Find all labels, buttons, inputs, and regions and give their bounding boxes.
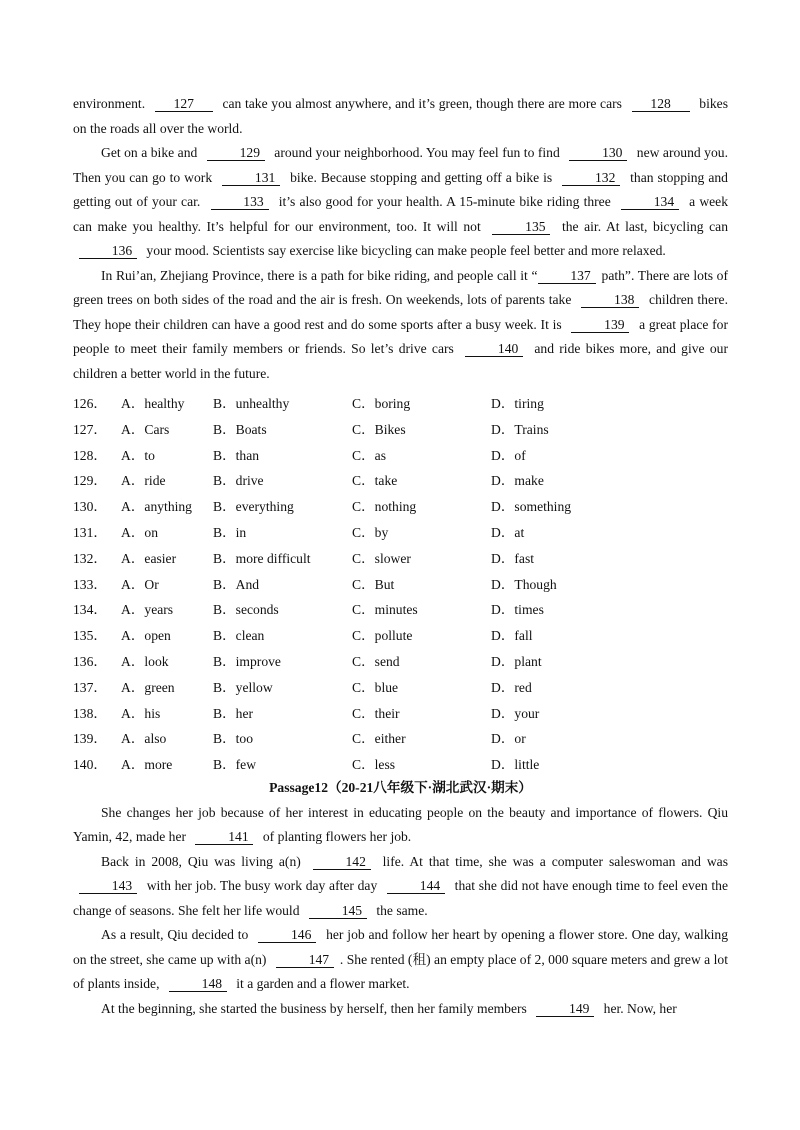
text: than stopping and getting out of your car.: [73, 169, 728, 209]
blank-131: 131: [222, 170, 280, 186]
blank-148: 148: [169, 976, 227, 992]
option-d: D．Trains: [491, 421, 549, 437]
option-c: C．less: [352, 757, 396, 773]
text: new around you. Then you can go to work: [73, 145, 728, 185]
text: In Rui’an, Zhejiang Province, there is a path for bike riding, and people call it “: [101, 267, 538, 283]
option-row: [73, 723, 728, 749]
option-b: B．more difficult: [213, 550, 311, 566]
option-a: A．ride: [121, 473, 166, 489]
question-number: 129．: [73, 473, 107, 489]
paragraph-3: [73, 264, 728, 387]
option-a: A．easier: [121, 550, 177, 566]
text: children there. They hope their children can have a good rest and do some sports after a busy week. It is: [73, 292, 728, 332]
question-number: 139．: [73, 731, 107, 747]
blank-147: 147: [276, 952, 334, 968]
text: Back in 2008, Qiu was living a(n): [101, 853, 301, 869]
answer-options: [73, 388, 728, 775]
blank-127: 127: [155, 96, 213, 112]
blank-149: 149: [536, 1001, 594, 1017]
paragraph-1: [73, 92, 728, 141]
option-a: A．years: [121, 602, 174, 618]
blank-135: 135: [492, 219, 550, 235]
blank-143: 143: [79, 878, 137, 894]
option-c: C．boring: [352, 396, 411, 411]
option-c: C．slower: [352, 550, 411, 566]
option-b: B．clean: [213, 628, 265, 644]
option-d: D．something: [491, 499, 572, 515]
option-row: [73, 749, 728, 775]
document-page: [73, 92, 728, 1021]
option-b: B．few: [213, 757, 257, 773]
option-b: B．drive: [213, 473, 264, 489]
option-row: [73, 620, 728, 646]
option-a: A．healthy: [121, 396, 185, 411]
text: the air. At last, bicycling can: [561, 218, 729, 234]
question-number: 134．: [73, 602, 107, 618]
question-number: 135．: [73, 628, 107, 644]
option-d: D．of: [491, 447, 526, 463]
option-d: D．times: [491, 602, 544, 618]
option-a: A．open: [121, 628, 171, 644]
question-number: 133．: [73, 576, 107, 592]
text: bike. Because stopping and getting off a bike is: [290, 169, 553, 185]
text: of planting flowers her job.: [262, 829, 412, 845]
blank-129: 129: [207, 145, 265, 161]
option-d: D．at: [491, 524, 525, 540]
option-row: [73, 672, 728, 698]
text: environment.: [73, 96, 146, 111]
option-row: [73, 543, 728, 569]
paragraph-6: [73, 923, 728, 997]
question-number: 132．: [73, 550, 107, 566]
option-d: D．red: [491, 679, 532, 695]
option-b: B．Boats: [213, 421, 267, 437]
paragraph-5: [73, 850, 728, 924]
paragraph-4: [73, 801, 728, 850]
option-d: D．Though: [491, 576, 557, 592]
option-d: D．make: [491, 473, 544, 489]
text: Get on a bike and: [101, 145, 198, 160]
text: As a result, Qiu decided to: [101, 927, 249, 943]
option-c: C．send: [352, 653, 400, 669]
option-b: B．And: [213, 576, 260, 592]
option-a: A．look: [121, 653, 169, 669]
option-row: [73, 440, 728, 466]
option-c: C．pollute: [352, 628, 413, 644]
paragraph-2: [73, 141, 728, 264]
option-b: B．in: [213, 524, 247, 540]
option-b: B．improve: [213, 653, 281, 669]
blank-144: 144: [387, 878, 445, 894]
question-number: 131．: [73, 524, 107, 540]
option-a: A．Cars: [121, 421, 170, 437]
option-d: D．plant: [491, 653, 542, 669]
question-number: 128．: [73, 447, 107, 463]
text: . She rented (租) an empty place of 2, 000 square meters and grew a lot of plants inside,: [73, 951, 728, 992]
blank-140: 140: [465, 341, 523, 357]
question-number: 136．: [73, 653, 107, 669]
blank-146: 146: [258, 927, 316, 943]
option-d: D．fall: [491, 628, 533, 644]
question-number: 140．: [73, 757, 107, 773]
option-a: A．to: [121, 447, 155, 463]
option-c: C．blue: [352, 679, 399, 695]
option-a: A．on: [121, 524, 159, 540]
paragraph-7: [73, 997, 728, 1022]
question-number: 138．: [73, 705, 107, 721]
option-row: [73, 517, 728, 543]
blank-141: 141: [195, 829, 253, 845]
text: it’s also good for your health. A 15-minute bike riding three: [278, 194, 611, 209]
passage-title: Passage12（20-21八年级下·湖北武汉·期末）: [269, 779, 532, 795]
option-c: C．Bikes: [352, 421, 406, 437]
option-row: [73, 465, 728, 491]
option-a: A．green: [121, 679, 175, 695]
option-b: B．unhealthy: [213, 396, 290, 411]
option-d: D．tiring: [491, 396, 544, 411]
text: and ride bikes more, and give our children a better world in the future.: [73, 341, 728, 381]
option-c: C．But: [352, 576, 395, 592]
option-c: C．either: [352, 731, 406, 747]
option-d: D．or: [491, 731, 526, 747]
option-a: A．also: [121, 731, 167, 747]
text: it a garden and a flower market.: [236, 976, 410, 992]
option-c: C．take: [352, 473, 398, 489]
blank-139: 139: [571, 317, 629, 333]
option-d: D．fast: [491, 550, 535, 566]
option-c: C．as: [352, 447, 386, 463]
blank-133: 133: [211, 194, 269, 210]
option-a: A．more: [121, 757, 173, 773]
option-b: B．yellow: [213, 679, 273, 695]
blank-145: 145: [309, 903, 367, 919]
option-row: [73, 698, 728, 724]
option-b: B．too: [213, 731, 254, 747]
blank-134: 134: [621, 194, 679, 210]
option-b: B．than: [213, 447, 260, 463]
option-c: C．by: [352, 524, 389, 540]
text: with her job. The busy work day after day: [146, 878, 378, 894]
option-a: A．Or: [121, 576, 159, 592]
option-c: C．their: [352, 705, 400, 721]
option-row: [73, 569, 728, 595]
option-c: C．minutes: [352, 602, 418, 618]
question-number: 137．: [73, 679, 107, 695]
option-b: B．her: [213, 705, 254, 721]
text: She changes her job because of her interest in educating people on the beauty and importance of flowers. Qiu Yamin, 42, made her: [73, 804, 728, 845]
text: life. At that time, she was a computer saleswoman and was: [382, 853, 729, 869]
text: can take you almost anywhere, and it’s green, though there are more cars: [222, 96, 622, 111]
blank-128: 128: [632, 96, 690, 112]
blank-136: 136: [79, 243, 137, 259]
question-number: 130．: [73, 499, 107, 515]
text: At the beginning, she started the business by herself, then her family members: [101, 1000, 527, 1016]
option-row: [73, 388, 728, 414]
text: path”. There are lots of green trees on both sides of the road and the air is fresh. On weekends, lots of parents take: [73, 267, 728, 307]
option-c: C．nothing: [352, 499, 417, 515]
text: a great place for people to meet their family members or friends. So let’s drive cars: [73, 316, 729, 356]
option-a: A．anything: [121, 499, 192, 515]
blank-138: 138: [581, 292, 639, 308]
blank-142: 142: [313, 854, 371, 870]
blank-137: 137: [538, 268, 596, 284]
option-b: B．everything: [213, 499, 294, 515]
option-d: D．little: [491, 757, 540, 773]
question-number: 127．: [73, 421, 107, 437]
text: bikes on the roads all over the world.: [73, 96, 728, 136]
question-number: 126．: [73, 396, 107, 411]
blank-130: 130: [569, 145, 627, 161]
text: your mood. Scientists say exercise like bicycling can make people feel better and more relaxed.: [146, 243, 666, 258]
option-b: B．seconds: [213, 602, 279, 618]
text: that she did not have enough time to feel even the change of seasons. She felt her life would: [73, 878, 728, 918]
option-row: [73, 646, 728, 672]
text: a week can make you healthy. It’s helpful for our environment, too. It will not: [73, 194, 729, 234]
option-d: D．your: [491, 705, 540, 721]
blank-132: 132: [562, 170, 620, 186]
text: her. Now, her: [603, 1000, 677, 1016]
option-a: A．his: [121, 705, 161, 721]
text: the same.: [376, 902, 428, 918]
option-row: [73, 491, 728, 517]
text: her job and follow her heart by opening a flower store. One day, walking on the street, she came up with a(n): [73, 927, 729, 967]
option-row: [73, 594, 728, 620]
text: around your neighborhood. You may feel fun to find: [274, 145, 560, 160]
option-row: [73, 414, 728, 440]
